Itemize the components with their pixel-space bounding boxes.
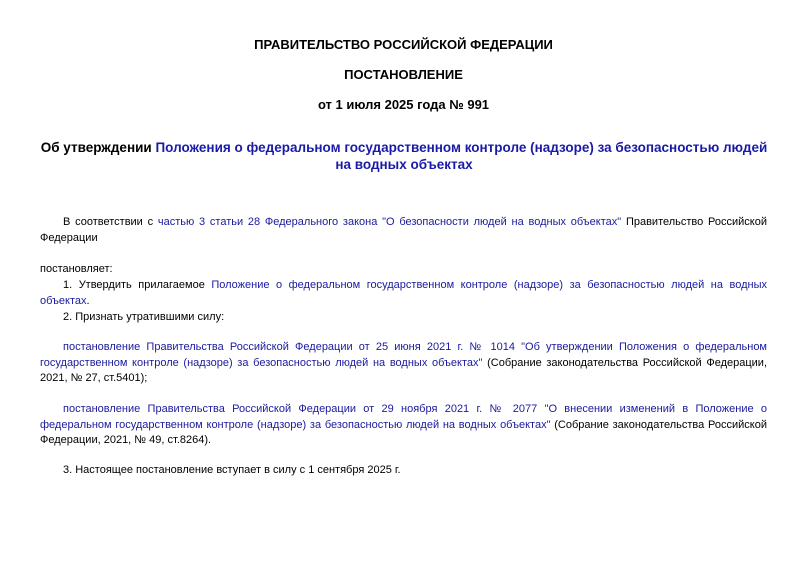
item-3-paragraph: 3. Настоящее постановление вступает в силу с 1 сентября 2025 г. [63,464,401,476]
preamble-paragraph [40,215,767,246]
document-date-number: от 1 июля 2025 года № 991 [317,97,490,112]
resolves-word: постановляет: [40,263,113,275]
preamble-law-link[interactable]: частью 3 статьи 28 Федерального закона "О безопасности людей на водных объектах" [157,216,622,228]
title-prefix: Об утверждении [40,140,156,155]
document-type: ПОСТАНОВЛЕНИЕ [344,67,463,82]
title-link-regulation[interactable]: Положения о федеральном государственном контроле (надзоре) за безопасностью людей на водных объектах [155,140,768,172]
repealed-1-link[interactable]: постановление Правительства Российской Федерации от 25 июня 2021 г. № 1014 "Об утверждении Положения о федеральном государственном контроле (надзоре) за безопасностью людей на водных объектах" [40,341,767,369]
document-title [40,139,768,173]
item-1-text-before: 1. Утвердить прилагаемое [63,279,212,291]
repealed-item-2 [40,402,767,449]
item-2-paragraph: 2. Признать утратившими силу: [63,311,225,323]
issuing-authority: ПРАВИТЕЛЬСТВО РОССИЙСКОЙ ФЕДЕРАЦИИ [254,37,553,52]
repealed-2-link[interactable]: постановление Правительства Российской Федерации от 29 ноября 2021 г. № 2077 "О внесении изменений в Положение о федеральном государственном контроле (надзоре) за безопасностью людей на водных объектах" [40,403,767,431]
preamble-text-before: В соответствии с [63,216,158,228]
repealed-2-citation: (Собрание законодательства Российской Федерации, 2021, № 49, ст.8264). [40,418,767,446]
preamble-text-after: Правительство Российской Федерации [40,216,767,244]
repealed-item-1 [40,340,767,387]
item-1-paragraph [40,278,767,309]
repealed-1-citation: (Собрание законодательства Российской Федерации, 2021, № 27, ст.5401); [40,356,767,384]
item-1-regulation-link[interactable]: Положение о федеральном государственном контроле (надзоре) за безопасностью людей на водных объектах [40,279,767,307]
item-1-text-after: . [86,294,90,307]
